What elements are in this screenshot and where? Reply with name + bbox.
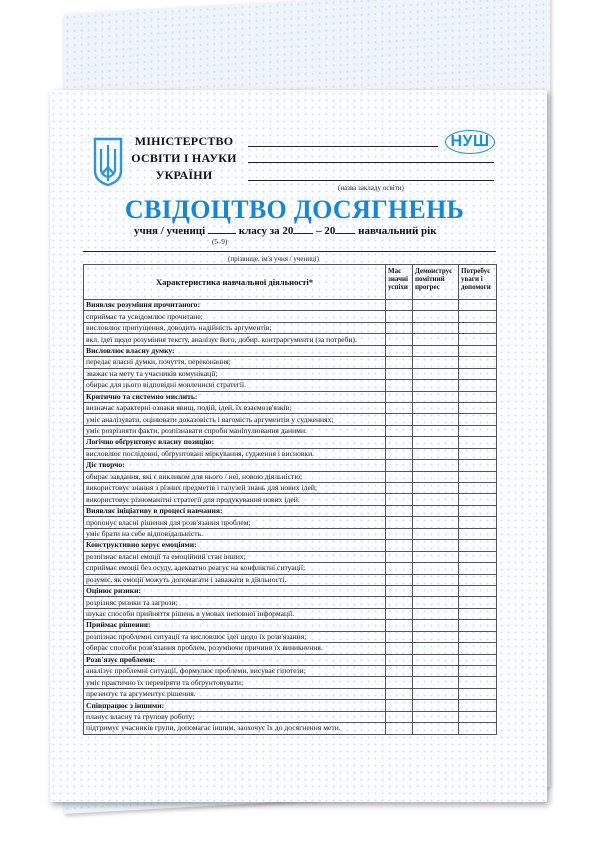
table-row [84,380,497,391]
needs-help-cell[interactable] [459,414,497,425]
table-row [84,483,497,494]
needs-help-cell[interactable] [459,608,497,619]
needs-help-cell [459,437,497,448]
criterion-label: обирає для цього відповідні мовленнєві стратегії. [84,380,386,391]
criterion-label: використовує різноманітні стратегії для продукування нових ідей. [84,494,386,505]
needs-help-cell[interactable] [459,368,497,379]
school-name-line[interactable] [248,180,494,181]
significant-success-cell [386,300,413,311]
significant-success-cell[interactable] [386,357,413,368]
table-row [84,666,497,677]
noticeable-progress-cell[interactable] [413,494,459,505]
section-row [84,391,497,402]
needs-help-cell[interactable] [459,402,497,413]
criterion-label: сприймає та усвідомлює прочитане; [84,311,386,322]
noticeable-progress-cell[interactable] [413,448,459,459]
noticeable-progress-cell[interactable] [413,551,459,562]
significant-success-cell[interactable] [386,368,413,379]
student-name-line[interactable] [83,251,496,252]
needs-help-cell[interactable] [459,528,497,539]
significant-success-cell [386,345,413,356]
ministry-line: МІНІСТЕРСТВО [134,134,234,148]
criterion-label: висловлює припущення, доводить надійність аргументів; [84,322,386,333]
ministry-name [130,133,238,184]
table-row [84,711,497,722]
table-row [84,723,497,734]
table-row [84,494,497,505]
table-row [84,551,497,562]
significant-success-cell[interactable] [386,551,413,562]
needs-help-cell [459,700,497,711]
achievements-table [83,264,497,735]
significant-success-cell[interactable] [386,322,413,333]
needs-help-cell[interactable] [459,322,497,333]
noticeable-progress-cell[interactable] [413,402,459,413]
section-row [84,437,497,448]
section-row [84,300,497,311]
table-row [84,448,497,459]
section-row [84,345,497,356]
significant-success-cell[interactable] [386,711,413,722]
needs-help-cell[interactable] [459,517,497,528]
criterion-label: використовує знання з різних предметів і галузей знань для нових ідей; [84,483,386,494]
criterion-label: сприймає емоції без осуду, адекватно реагує на конфліктні ситуації; [84,563,386,574]
school-name-line[interactable] [248,162,494,163]
significant-success-cell [386,505,413,516]
section-title: Критично та системно мислить: [84,391,386,402]
significant-success-cell [386,437,413,448]
needs-help-cell[interactable] [459,311,497,322]
needs-help-cell [459,505,497,516]
year-end-blank[interactable] [335,224,355,234]
noticeable-progress-cell[interactable] [413,357,459,368]
noticeable-progress-cell [413,654,459,665]
noticeable-progress-cell[interactable] [413,563,459,574]
needs-help-cell [459,540,497,551]
noticeable-progress-cell [413,391,459,402]
noticeable-progress-cell [413,540,459,551]
table-row [84,688,497,699]
year-end-prefix: 20 [324,225,336,237]
section-title: Приймає рішення: [84,620,386,631]
noticeable-progress-cell[interactable] [413,517,459,528]
noticeable-progress-cell[interactable] [413,528,459,539]
needs-help-cell[interactable] [459,677,497,688]
section-title: Логічно обґрунтовує власну позицію: [84,437,386,448]
criterion-label: уміє аналізувати, оцінювати доказовість і вагомість аргументів у судженнях; [84,414,386,425]
significant-success-cell[interactable] [386,471,413,482]
section-title: Діє творчо: [84,460,386,471]
noticeable-progress-cell [413,437,459,448]
needs-help-cell [459,460,497,471]
needs-help-cell[interactable] [459,357,497,368]
needs-help-cell[interactable] [459,563,497,574]
noticeable-progress-cell[interactable] [413,334,459,345]
significant-success-cell[interactable] [386,563,413,574]
noticeable-progress-cell[interactable] [413,368,459,379]
needs-help-cell[interactable] [459,425,497,436]
needs-help-cell[interactable] [459,471,497,482]
significant-success-cell[interactable] [386,494,413,505]
significant-success-cell[interactable] [386,414,413,425]
noticeable-progress-cell [413,505,459,516]
criterion-label: уміє брати на себе відповідальність. [84,528,386,539]
table-row [84,517,497,528]
noticeable-progress-cell[interactable] [413,688,459,699]
table-row [84,425,497,436]
needs-help-cell [459,300,497,311]
student-label: учня / учениці [134,225,206,237]
table-header-row [84,265,497,300]
section-title: Виявляє ініціативу в процесі навчання: [84,505,386,516]
table-row [84,563,497,574]
significant-success-cell [386,654,413,665]
table-row [84,597,497,608]
criterion-label: висловлює послідовні, обґрунтовані міркування, судження і висновки. [84,448,386,459]
grade-blank[interactable] [208,224,236,234]
needs-help-cell[interactable] [459,597,497,608]
needs-help-cell[interactable] [459,666,497,677]
needs-help-cell [459,345,497,356]
table-row [84,631,497,642]
needs-help-cell[interactable] [459,380,497,391]
noticeable-progress-cell[interactable] [413,723,459,734]
criterion-label: передає власні думки, почуття, переконання; [84,357,386,368]
significant-success-cell [386,620,413,631]
coat-of-arms-icon [93,137,123,187]
criterion-label: підтримує учасників групи, допомагає іншим, заохочує їх до досягнення мети. [84,723,386,734]
needs-help-cell [459,654,497,665]
significant-success-header: Має значні успіхи [386,265,413,300]
noticeable-progress-cell[interactable] [413,414,459,425]
significant-success-cell[interactable] [386,528,413,539]
noticeable-progress-cell[interactable] [413,631,459,642]
needs-help-cell[interactable] [459,723,497,734]
significant-success-cell[interactable] [386,723,413,734]
ministry-line: УКРАЇНИ [155,168,213,182]
school-name-line[interactable] [248,146,438,147]
noticeable-progress-cell[interactable] [413,666,459,677]
table-row [84,471,497,482]
noticeable-progress-cell[interactable] [413,608,459,619]
table-row [84,311,497,322]
noticeable-progress-cell[interactable] [413,597,459,608]
significant-success-cell[interactable] [386,677,413,688]
criterion-label: презентує та аргументує рішення. [84,688,386,699]
criterion-label: зважає на мету та учасників комунікації; [84,368,386,379]
section-row [84,700,497,711]
criterion-label: обирає способи розв'язання проблем, розуміючи причини їх виникнення. [84,643,386,654]
needs-help-cell[interactable] [459,643,497,654]
table-row [84,402,497,413]
needs-help-cell [459,585,497,596]
noticeable-progress-cell[interactable] [413,483,459,494]
significant-success-cell[interactable] [386,380,413,391]
noticeable-progress-cell[interactable] [413,574,459,585]
subtitle-line [134,224,437,237]
criterion-label: розрізняє ризики та загрози; [84,597,386,608]
noticeable-progress-cell [413,585,459,596]
criterion-label: пропонує власні рішення для розв'язання проблем; [84,517,386,528]
significant-success-cell[interactable] [386,483,413,494]
noticeable-progress-cell [413,460,459,471]
characteristic-header: Характеристика навчальної діяльності* [84,265,386,300]
student-name-caption: (прізвище, ім'я учня / учениці) [228,255,320,263]
needs-help-cell[interactable] [459,494,497,505]
significant-success-cell[interactable] [386,608,413,619]
significant-success-cell [386,700,413,711]
criterion-label: аналізує проблемні ситуації, формулює проблеми, висуває гіпотези; [84,666,386,677]
table-row [84,357,497,368]
needs-help-cell[interactable] [459,448,497,459]
table-row [84,322,497,333]
needs-help-cell[interactable] [459,483,497,494]
section-row [84,585,497,596]
ministry-line: ОСВІТИ І НАУКИ [131,151,237,165]
criterion-label: уміє практично їх перевіряти та обґрунтовувати; [84,677,386,688]
significant-success-cell[interactable] [386,425,413,436]
noticeable-progress-cell[interactable] [413,677,459,688]
za-label: за [269,225,280,237]
noticeable-progress-cell[interactable] [413,471,459,482]
school-name-caption: (назва закладу освіти) [338,184,404,192]
significant-success-cell [386,585,413,596]
section-title: Розв'язує проблеми: [84,654,386,665]
section-title: Конструктивно керує емоціями: [84,540,386,551]
nush-logo: НУШ [445,130,495,154]
criterion-label: уміє розрізняти факти, розпізнавати спроби маніпулювання даними. [84,425,386,436]
needs-help-cell [459,620,497,631]
criterion-label: обирає завдання, які є викликом для нього / неї, новою діяльністю; [84,471,386,482]
noticeable-progress-cell[interactable] [413,322,459,333]
table-row [84,334,497,345]
school-year-label: навчальний рік [358,225,437,237]
criterion-label: планує власну та групову роботу; [84,711,386,722]
noticeable-progress-cell[interactable] [413,311,459,322]
section-title: Виявляє розуміння прочитаного: [84,300,386,311]
section-row [84,540,497,551]
significant-success-cell[interactable] [386,574,413,585]
criterion-label: визначає характерні ознаки явищ, подій, ідей, їх взаємозв'язків; [84,402,386,413]
criterion-label: розуміє, як емоції можуть допомагати і заважати в діяльності. [84,574,386,585]
noticeable-progress-cell [413,300,459,311]
section-title: Оцінює ризики: [84,585,386,596]
section-row [84,654,497,665]
significant-success-cell[interactable] [386,311,413,322]
needs-help-header: Потребує уваги і допомоги [459,265,497,300]
significant-success-cell[interactable] [386,666,413,677]
section-row [84,505,497,516]
needs-help-cell[interactable] [459,631,497,642]
needs-help-cell[interactable] [459,574,497,585]
noticeable-progress-cell[interactable] [413,425,459,436]
needs-help-cell [459,391,497,402]
criterion-label: розпізнає проблемні ситуації та висловлює ідеї щодо їх розв'язання; [84,631,386,642]
table-row [84,677,497,688]
significant-success-cell [386,460,413,471]
table-row [84,643,497,654]
significant-success-cell [386,540,413,551]
section-row [84,620,497,631]
significant-success-cell[interactable] [386,688,413,699]
section-row [84,460,497,471]
table-row [84,368,497,379]
section-title: Співпрацює з іншими: [84,700,386,711]
needs-help-cell[interactable] [459,334,497,345]
noticeable-progress-cell [413,620,459,631]
significant-success-cell[interactable] [386,334,413,345]
noticeable-progress-cell[interactable] [413,711,459,722]
needs-help-cell[interactable] [459,688,497,699]
criterion-label: розпізнає власні емоції та емоційний стан інших; [84,551,386,562]
noticeable-progress-cell [413,345,459,356]
needs-help-cell[interactable] [459,711,497,722]
noticeable-progress-cell[interactable] [413,380,459,391]
year-start-prefix: 20 [282,225,294,237]
significant-success-cell[interactable] [386,597,413,608]
significant-success-cell[interactable] [386,517,413,528]
significant-success-cell[interactable] [386,631,413,642]
class-label: класу [238,225,267,237]
needs-help-cell[interactable] [459,551,497,562]
grade-range-caption: (5–9) [212,238,228,246]
significant-success-cell[interactable] [386,448,413,459]
significant-success-cell[interactable] [386,402,413,413]
criterion-label: шукає способи прийняття рішень в умовах неповної інформації. [84,608,386,619]
year-dash: – [316,225,322,237]
noticeable-progress-header: Демонструє помітний прогрес [413,265,459,300]
noticeable-progress-cell[interactable] [413,643,459,654]
significant-success-cell[interactable] [386,643,413,654]
table-row [84,608,497,619]
table-row [84,414,497,425]
table-row [84,528,497,539]
document-title: СВІДОЦТВО ДОСЯГНЕНЬ [124,195,465,224]
table-row [84,574,497,585]
year-start-blank[interactable] [293,224,313,234]
criterion-label: вкл. ідеї щодо розуміння тексту, аналізує його, добир. контраргументи (за потреби). [84,334,386,345]
significant-success-cell [386,391,413,402]
noticeable-progress-cell [413,700,459,711]
section-title: Висловлює власну думку: [84,345,386,356]
